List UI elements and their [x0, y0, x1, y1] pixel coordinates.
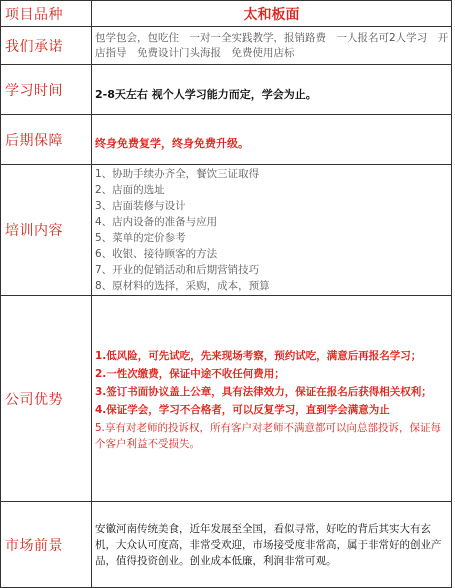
row-study-time — [1, 65, 452, 115]
training-item: 4、店内设备的准备与应用 — [95, 216, 218, 228]
label-promise: 我们承诺 — [1, 27, 92, 65]
project-title: 太和板面 — [92, 1, 452, 27]
promise-text: 包学包会，包吃住 一对一全实践教学，报销路费 一人报名可2人学习 开店指导 免费设计门头海报 免费使用店标 — [92, 27, 452, 65]
after-support-text: 终身免费复学，终身免费升级。 — [92, 115, 452, 165]
training-item: 2、店面的选址 — [95, 184, 165, 196]
advantage-item: 4.保证学会，学习不合格者，可以反复学习，直到学会满意为止 — [95, 404, 390, 416]
study-time-text: 2-8天左右 视个人学习能力而定，学会为止。 — [92, 65, 452, 115]
training-item: 7、开业的促销活动和后期营销技巧 — [95, 264, 260, 276]
training-item: 6、收银、接待顾客的方法 — [95, 248, 218, 260]
advantage-item: 2.一性次缴费，保证中途不收任何费用； — [95, 368, 285, 380]
row-advantages — [1, 296, 452, 502]
label-training: 培训内容 — [1, 165, 92, 296]
label-after-support: 后期保障 — [1, 115, 92, 165]
label-advantages: 公司优势 — [1, 296, 92, 502]
training-item: 5、菜单的定价参考 — [95, 232, 186, 244]
label-project: 项目品种 — [1, 1, 92, 27]
label-study-time: 学习时间 — [1, 65, 92, 115]
training-item: 3、店面装修与设计 — [95, 200, 186, 212]
training-item: 1、协助手续办齐全，餐饮三证取得 — [95, 168, 260, 180]
training-list — [92, 165, 452, 296]
label-market: 市场前景 — [1, 502, 92, 588]
advantage-item: 5.享有对老师的投诉权，所有客户对老师不满意都可以向总部投诉，保证每个客户利益不受损失。 — [95, 422, 442, 450]
market-text: 安徽河南传统美食，近年发展至全国，看似寻常，好吃的背后其实大有玄机，大众认可度高，非常受欢迎，市场接受度非常高，属于非常好的创业产品，值得投资创业。创业成本低廉，利润非常可观。 — [92, 502, 452, 588]
advantage-item: 1.低风险，可先试吃，先来现场考察，预约试吃，满意后再报名学习； — [95, 350, 422, 362]
row-after-support — [1, 115, 452, 165]
row-market — [1, 502, 452, 588]
training-item: 8、原材料的选择，采购，成本，预算 — [95, 280, 270, 292]
advantage-item: 3.签订书面协议盖上公章，具有法律效力，保证在报名后获得相关权利； — [95, 386, 432, 398]
advantages-list — [92, 296, 452, 502]
row-promise — [1, 27, 452, 65]
row-project — [1, 1, 452, 27]
row-training — [1, 165, 452, 296]
